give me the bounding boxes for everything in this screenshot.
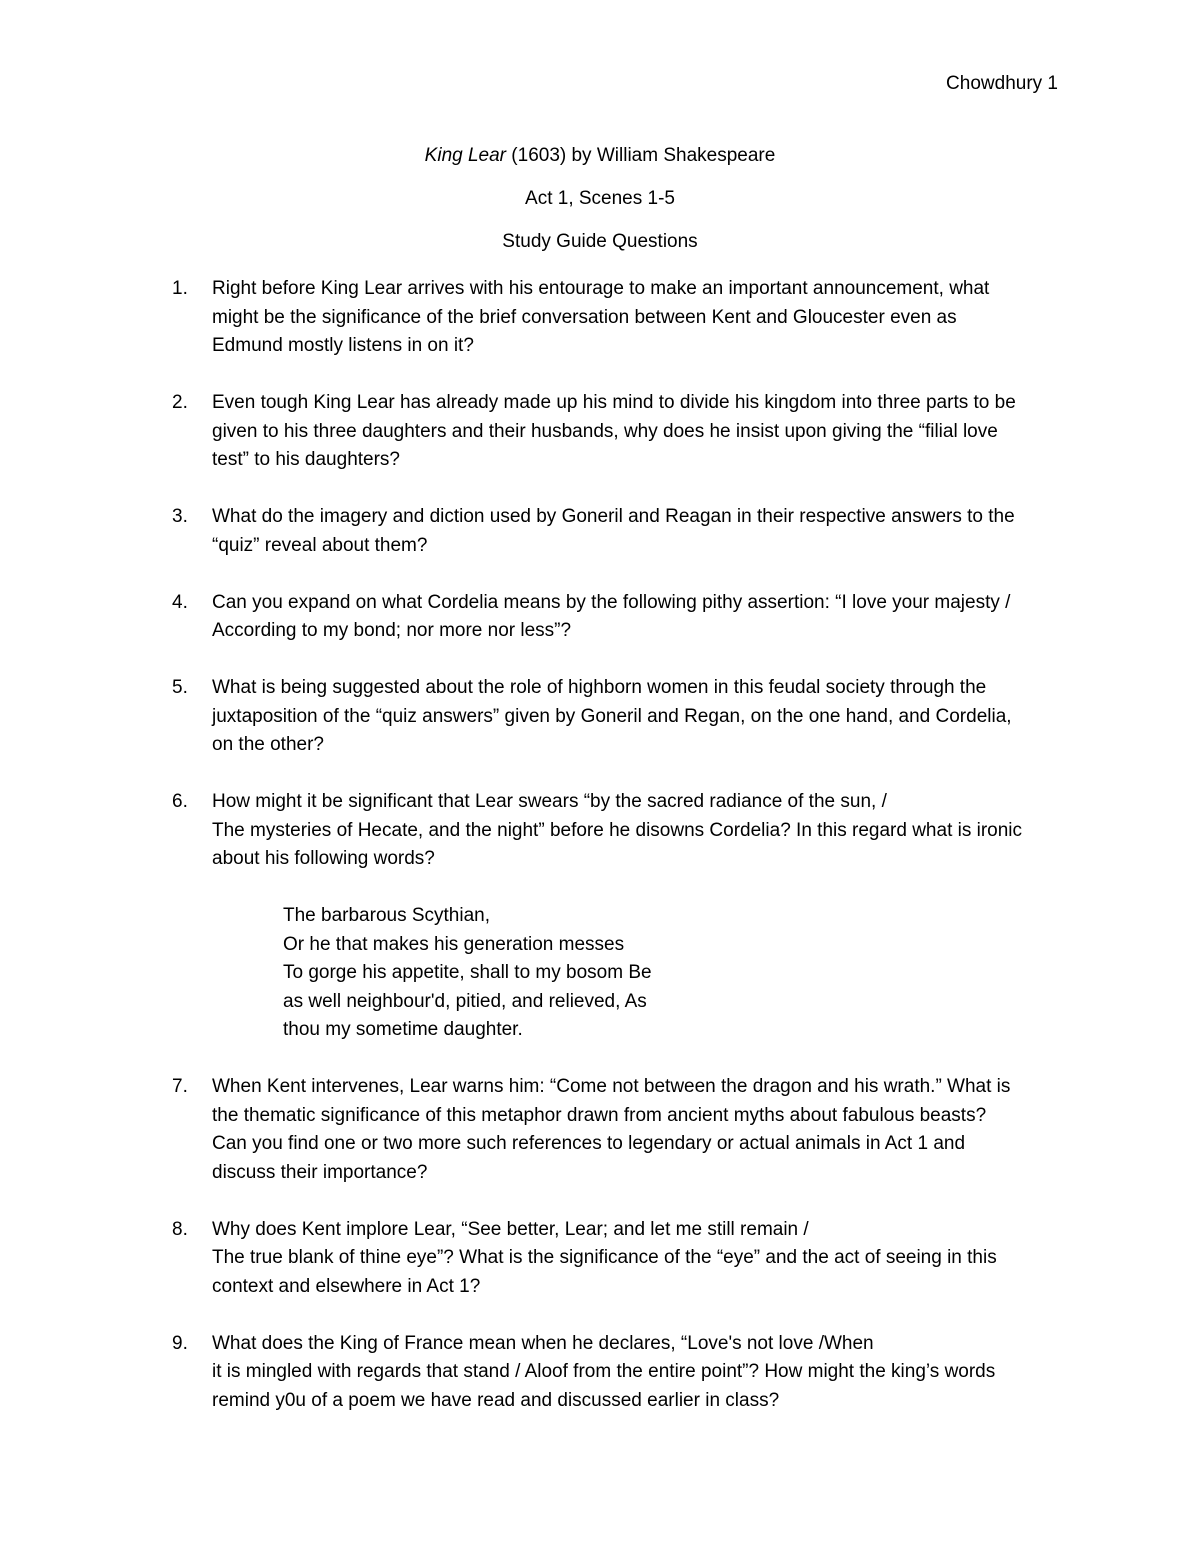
question-number: 6. [172, 791, 188, 812]
question-text-line: discuss their importance? [212, 1161, 428, 1183]
question-item [168, 503, 1068, 560]
verse-line: thou my sometime daughter. [283, 1019, 523, 1040]
question-list [168, 275, 1068, 1444]
question-text-line: When Kent intervenes, Lear warns him: “Come not between the dragon and his wrath.” What is [212, 1076, 1011, 1097]
question-text-line: According to my bond; nor more nor less”? [212, 620, 572, 641]
question-number: 8. [172, 1218, 188, 1240]
question-text-line: Even tough King Lear has already made up his mind to divide his kingdom into three parts to be [212, 392, 1016, 413]
question-item [168, 1073, 1068, 1187]
question-item [168, 674, 1068, 760]
question-item [168, 1330, 1068, 1416]
question-item [168, 589, 1068, 646]
question-number: 1. [172, 278, 188, 299]
verse-quote [212, 902, 1068, 1045]
title-block [0, 142, 1200, 271]
study-guide-heading: Study Guide Questions [502, 231, 698, 252]
question-text-line: given to his three daughters and their husbands, why does he insist upon giving the “filial love [212, 420, 998, 442]
question-text-line: about his following words? [212, 848, 435, 869]
question-text-line: The mysteries of Hecate, and the night” before he disowns Cordelia? In this regard what is ironic [212, 819, 1023, 841]
question-item [168, 1216, 1068, 1302]
play-title: King Lear [424, 145, 507, 166]
question-item [168, 389, 1068, 475]
question-text-line: Edmund mostly listens in on it? [212, 335, 474, 356]
question-text-line: Why does Kent implore Lear, “See better, Lear; and let me still remain / [212, 1218, 809, 1240]
question-text-line: context and elsewhere in Act 1? [212, 1275, 481, 1297]
question-number: 5. [172, 677, 188, 698]
question-text-line: the thematic significance of this metaphor drawn from ancient myths about fabulous beasts? [212, 1104, 987, 1126]
verse-line: To gorge his appetite, shall to my bosom Be [283, 962, 652, 983]
question-text-line: test” to his daughters? [212, 449, 400, 470]
question-text-line: it is mingled with regards that stand / Aloof from the entire point”? How might the king’s words [212, 1361, 996, 1382]
question-number: 4. [172, 591, 188, 613]
question-text-line: remind y0u of a poem we have read and discussed earlier in class? [212, 1389, 780, 1411]
verse-line: as well neighbour'd, pitied, and relieved, As [283, 990, 647, 1012]
question-text-line: What do the imagery and diction used by Goneril and Reagan in their respective answers to the [212, 506, 1015, 527]
question-number: 3. [172, 506, 188, 527]
question-item [168, 275, 1068, 361]
question-text-line: “quiz” reveal about them? [212, 534, 428, 556]
question-number: 2. [172, 392, 188, 413]
question-text-line: juxtaposition of the “quiz answers” given by Goneril and Regan, on the one hand, and Cordelia, [212, 705, 1012, 727]
act-heading: Act 1, Scenes 1-5 [525, 188, 675, 209]
question-text-line: How might it be significant that Lear swears “by the sacred radiance of the sun, / [212, 791, 887, 812]
question-text-line: Can you find one or two more such references to legendary or actual animals in Act 1 and [212, 1133, 966, 1154]
running-head: Chowdhury 1 [946, 73, 1058, 94]
verse-line: The barbarous Scythian, [283, 905, 491, 926]
question-item [168, 788, 1068, 1045]
question-text-line: What is being suggested about the role of highborn women in this feudal society through the [212, 677, 987, 698]
question-text-line: might be the significance of the brief conversation between Kent and Gloucester even as [212, 306, 957, 328]
question-text-line: What does the King of France mean when he declares, “Love's not love /When [212, 1332, 874, 1354]
question-number: 9. [172, 1332, 188, 1354]
verse-line: Or he that makes his generation messes [283, 933, 625, 955]
question-text-line: Can you expand on what Cordelia means by the following pithy assertion: “I love your majesty / [212, 591, 1011, 613]
question-number: 7. [172, 1076, 188, 1097]
title-byline: (1603) by William Shakespeare [506, 145, 776, 166]
question-text-line: on the other? [212, 734, 324, 755]
question-text-line: Right before King Lear arrives with his entourage to make an important announcement, what [212, 278, 990, 299]
title-line [0, 142, 1200, 185]
question-text-line: The true blank of thine eye”? What is the significance of the “eye” and the act of seeing in this [212, 1247, 997, 1268]
